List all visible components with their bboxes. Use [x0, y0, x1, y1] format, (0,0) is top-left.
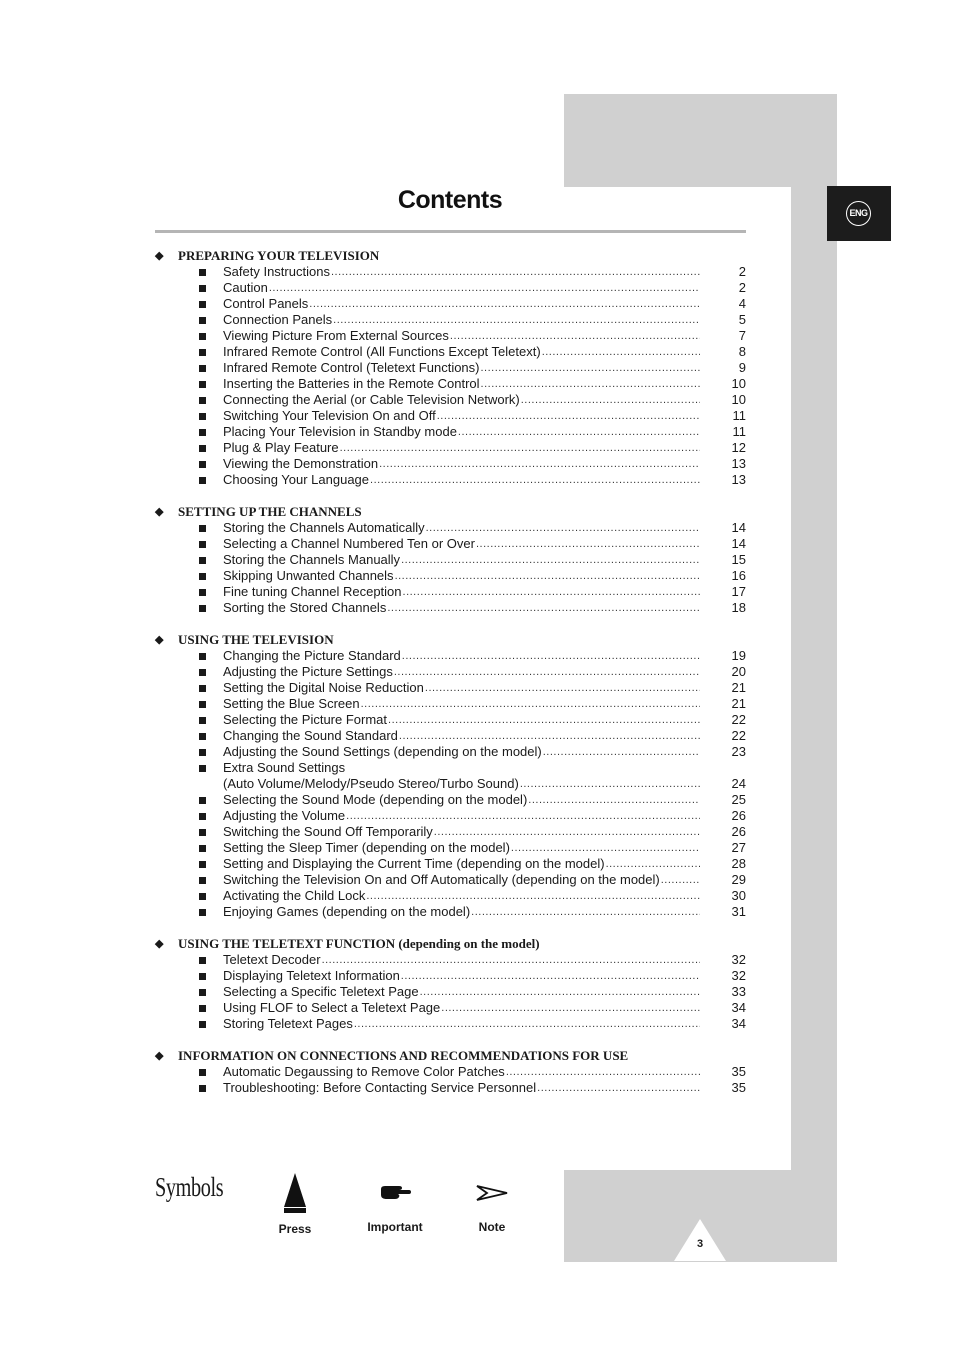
toc-section: [155, 248, 746, 488]
entry-label-row: [223, 984, 700, 1000]
entry-title: Using FLOF to Select a Teletext Page: [223, 1000, 441, 1015]
symbol-important: [358, 1183, 432, 1234]
section-heading: [155, 504, 746, 520]
entry-title: Switching the Television On and Off Automatically (depending on the model): [223, 872, 660, 887]
toc-entry[interactable]: [155, 808, 746, 824]
entry-label-row: [223, 840, 700, 856]
dot-leader: [425, 680, 700, 696]
toc-entry[interactable]: [155, 472, 746, 488]
dot-leader: [309, 296, 700, 312]
entry-page-number: 30: [731, 888, 746, 903]
entry-title: Adjusting the Sound Settings (depending on the model): [223, 744, 542, 759]
entry-page-number: 2: [738, 280, 746, 295]
toc-entry[interactable]: [155, 792, 746, 808]
toc-entry[interactable]: [155, 280, 746, 296]
entry-label-row: [223, 1080, 700, 1096]
toc-entry[interactable]: [155, 440, 746, 456]
dot-leader: [333, 312, 700, 328]
symbol-press: [272, 1173, 318, 1236]
dot-leader: [528, 792, 700, 808]
entry-title: Displaying Teletext Information: [223, 968, 400, 983]
entry-page-number: 12: [731, 440, 746, 455]
dot-leader: [401, 552, 700, 568]
entry-label-row: [223, 744, 700, 760]
diamond-bullet-icon: ◆: [155, 634, 164, 646]
language-tab: [827, 186, 891, 241]
square-bullet-icon: [199, 589, 206, 596]
square-bullet-icon: [199, 365, 206, 372]
entry-page-number: 10: [731, 376, 746, 391]
dot-leader: [269, 280, 700, 296]
toc-entry[interactable]: [155, 712, 746, 728]
entry-page-number: 9: [738, 360, 746, 375]
toc-section: [155, 504, 746, 616]
dot-leader: [511, 840, 700, 856]
entry-page-number: 14: [731, 520, 746, 535]
entry-title: Switching Your Television On and Off: [223, 408, 436, 423]
entry-title: Storing the Channels Manually: [223, 552, 401, 567]
header-gray-block: [564, 94, 837, 187]
entry-label-row: [223, 296, 700, 312]
entry-label-row: [223, 904, 700, 920]
table-of-contents: [155, 248, 746, 1112]
square-bullet-icon: [199, 557, 206, 564]
toc-entry[interactable]: [155, 392, 746, 408]
toc-entry[interactable]: [155, 648, 746, 664]
entry-title: Switching the Sound Off Temporarily: [223, 824, 433, 839]
entry-page-number: 11: [732, 424, 746, 439]
dot-leader: [543, 744, 700, 760]
toc-entry[interactable]: [155, 600, 746, 616]
entry-label-row: [223, 280, 700, 296]
dot-leader: [346, 808, 700, 824]
entry-title: (Auto Volume/Melody/Pseudo Stereo/Turbo Sound): [223, 776, 519, 791]
entry-page-number: 27: [731, 840, 746, 855]
entry-page-number: 32: [731, 968, 746, 983]
dot-leader: [450, 328, 700, 344]
side-gray-strip: [791, 187, 837, 1170]
entry-label-row: [223, 968, 700, 984]
dot-leader: [426, 520, 700, 536]
entry-title: Connection Panels: [223, 312, 333, 327]
entry-label-row: [223, 584, 700, 600]
dot-leader: [361, 696, 700, 712]
toc-entry[interactable]: [155, 856, 746, 872]
square-bullet-icon: [199, 957, 206, 964]
entry-page-number: 26: [731, 824, 746, 839]
section-heading: [155, 248, 746, 264]
symbol-note: [468, 1184, 516, 1234]
entry-title: Safety Instructions: [223, 264, 330, 279]
toc-entry[interactable]: [155, 376, 746, 392]
toc-entry[interactable]: [155, 264, 746, 280]
dot-leader: [506, 1064, 700, 1080]
entry-page-number: 11: [732, 408, 746, 423]
entry-label-row: [223, 440, 700, 456]
toc-entry[interactable]: [155, 744, 746, 760]
dot-leader: [434, 824, 700, 840]
entry-title: Caution: [223, 280, 268, 295]
entry-label-row: [223, 808, 700, 824]
dot-leader: [542, 344, 700, 360]
toc-entry[interactable]: [155, 456, 746, 472]
entry-page-number: 23: [731, 744, 746, 759]
dot-leader: [537, 1080, 700, 1096]
important-caption: Important: [367, 1220, 423, 1234]
page-title: Contents: [397, 186, 503, 214]
toc-entry[interactable]: [155, 888, 746, 904]
square-bullet-icon: [199, 301, 206, 308]
entry-page-number: 22: [731, 712, 746, 727]
square-bullet-icon: [199, 989, 206, 996]
section-title: INFORMATION ON CONNECTIONS AND RECOMMENDATIONS FOR USE: [178, 1048, 629, 1063]
dot-leader: [437, 408, 700, 424]
entry-page-number: 18: [731, 600, 746, 615]
entry-label-row: [223, 648, 700, 664]
toc-entry[interactable]: [155, 984, 746, 1000]
entry-label-row: [223, 952, 700, 968]
dot-leader: [388, 712, 700, 728]
square-bullet-icon: [199, 1085, 206, 1092]
toc-entry[interactable]: [155, 728, 746, 744]
entry-page-number: 7: [738, 328, 746, 343]
entry-title: Adjusting the Picture Settings: [223, 664, 393, 679]
entry-label-row: [223, 536, 700, 552]
toc-entry[interactable]: [155, 520, 746, 536]
square-bullet-icon: [199, 733, 206, 740]
square-bullet-icon: [199, 381, 206, 388]
toc-entry[interactable]: [155, 664, 746, 680]
toc-entry[interactable]: [155, 312, 746, 328]
entry-page-number: 34: [731, 1000, 746, 1015]
dot-leader: [366, 888, 700, 904]
entry-title-line1: Extra Sound Settings: [223, 760, 346, 775]
dot-leader: [420, 984, 700, 1000]
entry-page-number: 13: [731, 456, 746, 471]
square-bullet-icon: [199, 445, 206, 452]
toc-entry[interactable]: [155, 840, 746, 856]
entry-label-row: [223, 712, 700, 728]
toc-entry[interactable]: [155, 568, 746, 584]
entry-title: Teletext Decoder: [223, 952, 321, 967]
entry-page-number: 35: [731, 1080, 746, 1095]
entry-page-number: 34: [731, 1016, 746, 1031]
entry-label-row: [223, 312, 700, 328]
section-heading: [155, 1048, 746, 1064]
entry-title: Inserting the Batteries in the Remote Control: [223, 376, 480, 391]
toc-entry[interactable]: [155, 824, 746, 840]
section-title: USING THE TELETEXT FUNCTION (depending on the model): [178, 936, 540, 951]
diamond-bullet-icon: ◆: [155, 506, 164, 518]
entry-title: Infrared Remote Control (Teletext Functions): [223, 360, 480, 375]
entry-label-row: [223, 424, 700, 440]
square-bullet-icon: [199, 573, 206, 580]
square-bullet-icon: [199, 797, 206, 804]
square-bullet-icon: [199, 1069, 206, 1076]
dot-leader: [458, 424, 700, 440]
entry-title: Placing Your Television in Standby mode: [223, 424, 457, 439]
entry-title: Setting the Digital Noise Reduction: [223, 680, 424, 695]
square-bullet-icon: [199, 685, 206, 692]
entry-page-number: 25: [731, 792, 746, 807]
entry-title: Plug & Play Feature: [223, 440, 339, 455]
square-bullet-icon: [199, 813, 206, 820]
page-number: 3: [696, 1238, 704, 1250]
entry-label-row: [223, 824, 700, 840]
toc-entry[interactable]: [155, 952, 746, 968]
square-bullet-icon: [199, 909, 206, 916]
entry-page-number: 8: [738, 344, 746, 359]
square-bullet-icon: [199, 749, 206, 756]
entry-title: Activating the Child Lock: [223, 888, 366, 903]
dot-leader: [354, 1016, 700, 1032]
toc-entry[interactable]: [155, 968, 746, 984]
toc-section: [155, 632, 746, 920]
dot-leader: [403, 584, 700, 600]
toc-entry[interactable]: [155, 296, 746, 312]
entry-title: Selecting a Channel Numbered Ten or Over: [223, 536, 475, 551]
entry-title: Changing the Picture Standard: [223, 648, 401, 663]
toc-section: [155, 936, 746, 1032]
square-bullet-icon: [199, 605, 206, 612]
entry-page-number: 28: [731, 856, 746, 871]
entry-page-number: 20: [731, 664, 746, 679]
toc-entry[interactable]: [155, 424, 746, 440]
entry-page-number: 33: [731, 984, 746, 999]
section-title: USING THE TELEVISION: [178, 632, 334, 647]
toc-entry[interactable]: [155, 680, 746, 696]
entry-title: Selecting the Picture Format: [223, 712, 388, 727]
entry-title: Automatic Degaussing to Remove Color Patches: [223, 1064, 505, 1079]
entry-label-row: [223, 456, 700, 472]
entry-page-number: 10: [731, 392, 746, 407]
dot-leader: [379, 456, 700, 472]
toc-entry[interactable]: [155, 696, 746, 712]
dot-leader: [441, 1000, 700, 1016]
entry-page-number: 24: [731, 776, 746, 791]
dot-leader: [476, 536, 700, 552]
entry-title: Changing the Sound Standard: [223, 728, 398, 743]
square-bullet-icon: [199, 669, 206, 676]
dot-leader: [395, 568, 700, 584]
entry-page-number: 14: [731, 536, 746, 551]
entry-page-number: 31: [731, 904, 746, 919]
dot-leader: [606, 856, 700, 872]
toc-entry[interactable]: [155, 344, 746, 360]
diamond-bullet-icon: ◆: [155, 250, 164, 262]
section-heading: [155, 632, 746, 648]
dot-leader: [481, 360, 701, 376]
section-heading: [155, 936, 746, 952]
entry-title: Control Panels: [223, 296, 309, 311]
symbols-heading: Symbols: [155, 1172, 224, 1202]
entry-label-row: [223, 792, 700, 808]
square-bullet-icon: [199, 653, 206, 660]
press-icon: [283, 1173, 307, 1215]
square-bullet-icon: [199, 397, 206, 404]
entry-label-row: [223, 408, 700, 424]
entry-label-row: [223, 328, 700, 344]
toc-entry[interactable]: [155, 1000, 746, 1016]
entry-title: Adjusting the Volume: [223, 808, 346, 823]
entry-page-number: 22: [731, 728, 746, 743]
square-bullet-icon: [199, 893, 206, 900]
entry-page-number: 35: [731, 1064, 746, 1079]
entry-label-row: [223, 664, 700, 680]
entry-page-number: 4: [738, 296, 746, 311]
square-bullet-icon: [199, 285, 206, 292]
note-caption: Note: [478, 1220, 506, 1234]
entry-label-row: [223, 872, 700, 888]
toc-entry[interactable]: [155, 536, 746, 552]
entry-title: Skipping Unwanted Channels: [223, 568, 394, 583]
dot-leader: [520, 776, 700, 792]
press-caption: Press: [278, 1222, 312, 1236]
note-arrow-icon: [475, 1184, 509, 1202]
dot-leader: [322, 952, 700, 968]
entry-label-row: [223, 264, 700, 280]
entry-title: Storing Teletext Pages: [223, 1016, 353, 1031]
square-bullet-icon: [199, 317, 206, 324]
pointing-hand-icon: [378, 1183, 412, 1203]
entry-page-number: 16: [731, 568, 746, 583]
entry-page-number: 19: [731, 648, 746, 663]
entry-title: Setting and Displaying the Current Time (depending on the model): [223, 856, 605, 871]
dot-leader: [394, 664, 700, 680]
entry-label-row: [223, 344, 700, 360]
entry-label-row: [223, 552, 700, 568]
entry-label-row: [223, 1064, 700, 1080]
toc-entry[interactable]: [155, 1080, 746, 1096]
toc-entry[interactable]: [155, 328, 746, 344]
entry-title: Infrared Remote Control (All Functions Except Teletext): [223, 344, 541, 359]
entry-title: Enjoying Games (depending on the model): [223, 904, 471, 919]
dot-leader: [521, 392, 700, 408]
dot-leader: [661, 872, 700, 888]
language-badge: ENG: [846, 201, 871, 226]
dot-leader: [471, 904, 700, 920]
entry-label-row: [223, 600, 700, 616]
square-bullet-icon: [199, 717, 206, 724]
square-bullet-icon: [199, 845, 206, 852]
entry-label-row: [223, 568, 700, 584]
square-bullet-icon: [199, 829, 206, 836]
entry-label-row: [223, 696, 700, 712]
entry-title: Connecting the Aerial (or Cable Television Network): [223, 392, 520, 407]
diamond-bullet-icon: ◆: [155, 1050, 164, 1062]
entry-label-row: [223, 520, 700, 536]
dot-leader: [401, 968, 700, 984]
square-bullet-icon: [199, 973, 206, 980]
entry-title: Viewing the Demonstration: [223, 456, 379, 471]
toc-entry[interactable]: [155, 360, 746, 376]
entry-page-number: 2: [738, 264, 746, 279]
toc-section: [155, 1048, 746, 1096]
diamond-bullet-icon: ◆: [155, 938, 164, 950]
toc-entry[interactable]: [155, 872, 746, 888]
entry-page-number: 17: [731, 584, 746, 599]
square-bullet-icon: [199, 413, 206, 420]
toc-entry[interactable]: [155, 904, 746, 920]
entry-page-number: 26: [731, 808, 746, 823]
square-bullet-icon: [199, 1021, 206, 1028]
dot-leader: [399, 728, 700, 744]
square-bullet-icon: [199, 269, 206, 276]
toc-entry[interactable]: [155, 584, 746, 600]
toc-entry[interactable]: [155, 408, 746, 424]
toc-entry[interactable]: [155, 760, 746, 792]
section-title: SETTING UP THE CHANNELS: [178, 504, 362, 519]
entry-page-number: 13: [731, 472, 746, 487]
entry-label-row: [223, 888, 700, 904]
entry-label-row: [223, 360, 700, 376]
square-bullet-icon: [199, 477, 206, 484]
section-title: PREPARING YOUR TELEVISION: [178, 248, 380, 263]
dot-leader: [387, 600, 700, 616]
entry-page-number: 32: [731, 952, 746, 967]
entry-page-number: 21: [731, 680, 746, 695]
toc-entry[interactable]: [155, 552, 746, 568]
square-bullet-icon: [199, 333, 206, 340]
title-divider: [155, 230, 746, 233]
toc-entry[interactable]: [155, 1064, 746, 1080]
entry-page-number: 29: [731, 872, 746, 887]
entry-title: Viewing Picture From External Sources: [223, 328, 449, 343]
entry-page-number: 21: [731, 696, 746, 711]
entry-title: Troubleshooting: Before Contacting Service Personnel: [223, 1080, 537, 1095]
entry-title: Setting the Blue Screen: [223, 696, 360, 711]
entry-title: Setting the Sleep Timer (depending on the model): [223, 840, 510, 855]
square-bullet-icon: [199, 541, 206, 548]
entry-label-row: [223, 680, 700, 696]
entry-label-row: [223, 376, 700, 392]
dot-leader: [402, 648, 700, 664]
square-bullet-icon: [199, 861, 206, 868]
entry-label-row: [223, 856, 700, 872]
square-bullet-icon: [199, 429, 206, 436]
toc-entry[interactable]: [155, 1016, 746, 1032]
entry-title: Storing the Channels Automatically: [223, 520, 425, 535]
entry-title: Selecting the Sound Mode (depending on the model): [223, 792, 528, 807]
entry-page-number: 15: [731, 552, 746, 567]
square-bullet-icon: [199, 525, 206, 532]
entry-label-row: [223, 776, 700, 792]
entry-label-row: [223, 728, 700, 744]
entry-title: Selecting a Specific Teletext Page: [223, 984, 419, 999]
entry-label-row: [223, 392, 700, 408]
square-bullet-icon: [199, 765, 206, 772]
entry-label-row: [223, 1000, 700, 1016]
dot-leader: [331, 264, 700, 280]
dot-leader: [340, 440, 700, 456]
entry-title: Sorting the Stored Channels: [223, 600, 387, 615]
dot-leader: [481, 376, 700, 392]
entry-title: Choosing Your Language: [223, 472, 370, 487]
square-bullet-icon: [199, 701, 206, 708]
entry-title: Fine tuning Channel Reception: [223, 584, 402, 599]
entry-label-row: [223, 472, 700, 488]
square-bullet-icon: [199, 349, 206, 356]
square-bullet-icon: [199, 1005, 206, 1012]
dot-leader: [370, 472, 700, 488]
square-bullet-icon: [199, 461, 206, 468]
entry-label-row: [223, 1016, 700, 1032]
entry-page-number: 5: [738, 312, 746, 327]
square-bullet-icon: [199, 877, 206, 884]
